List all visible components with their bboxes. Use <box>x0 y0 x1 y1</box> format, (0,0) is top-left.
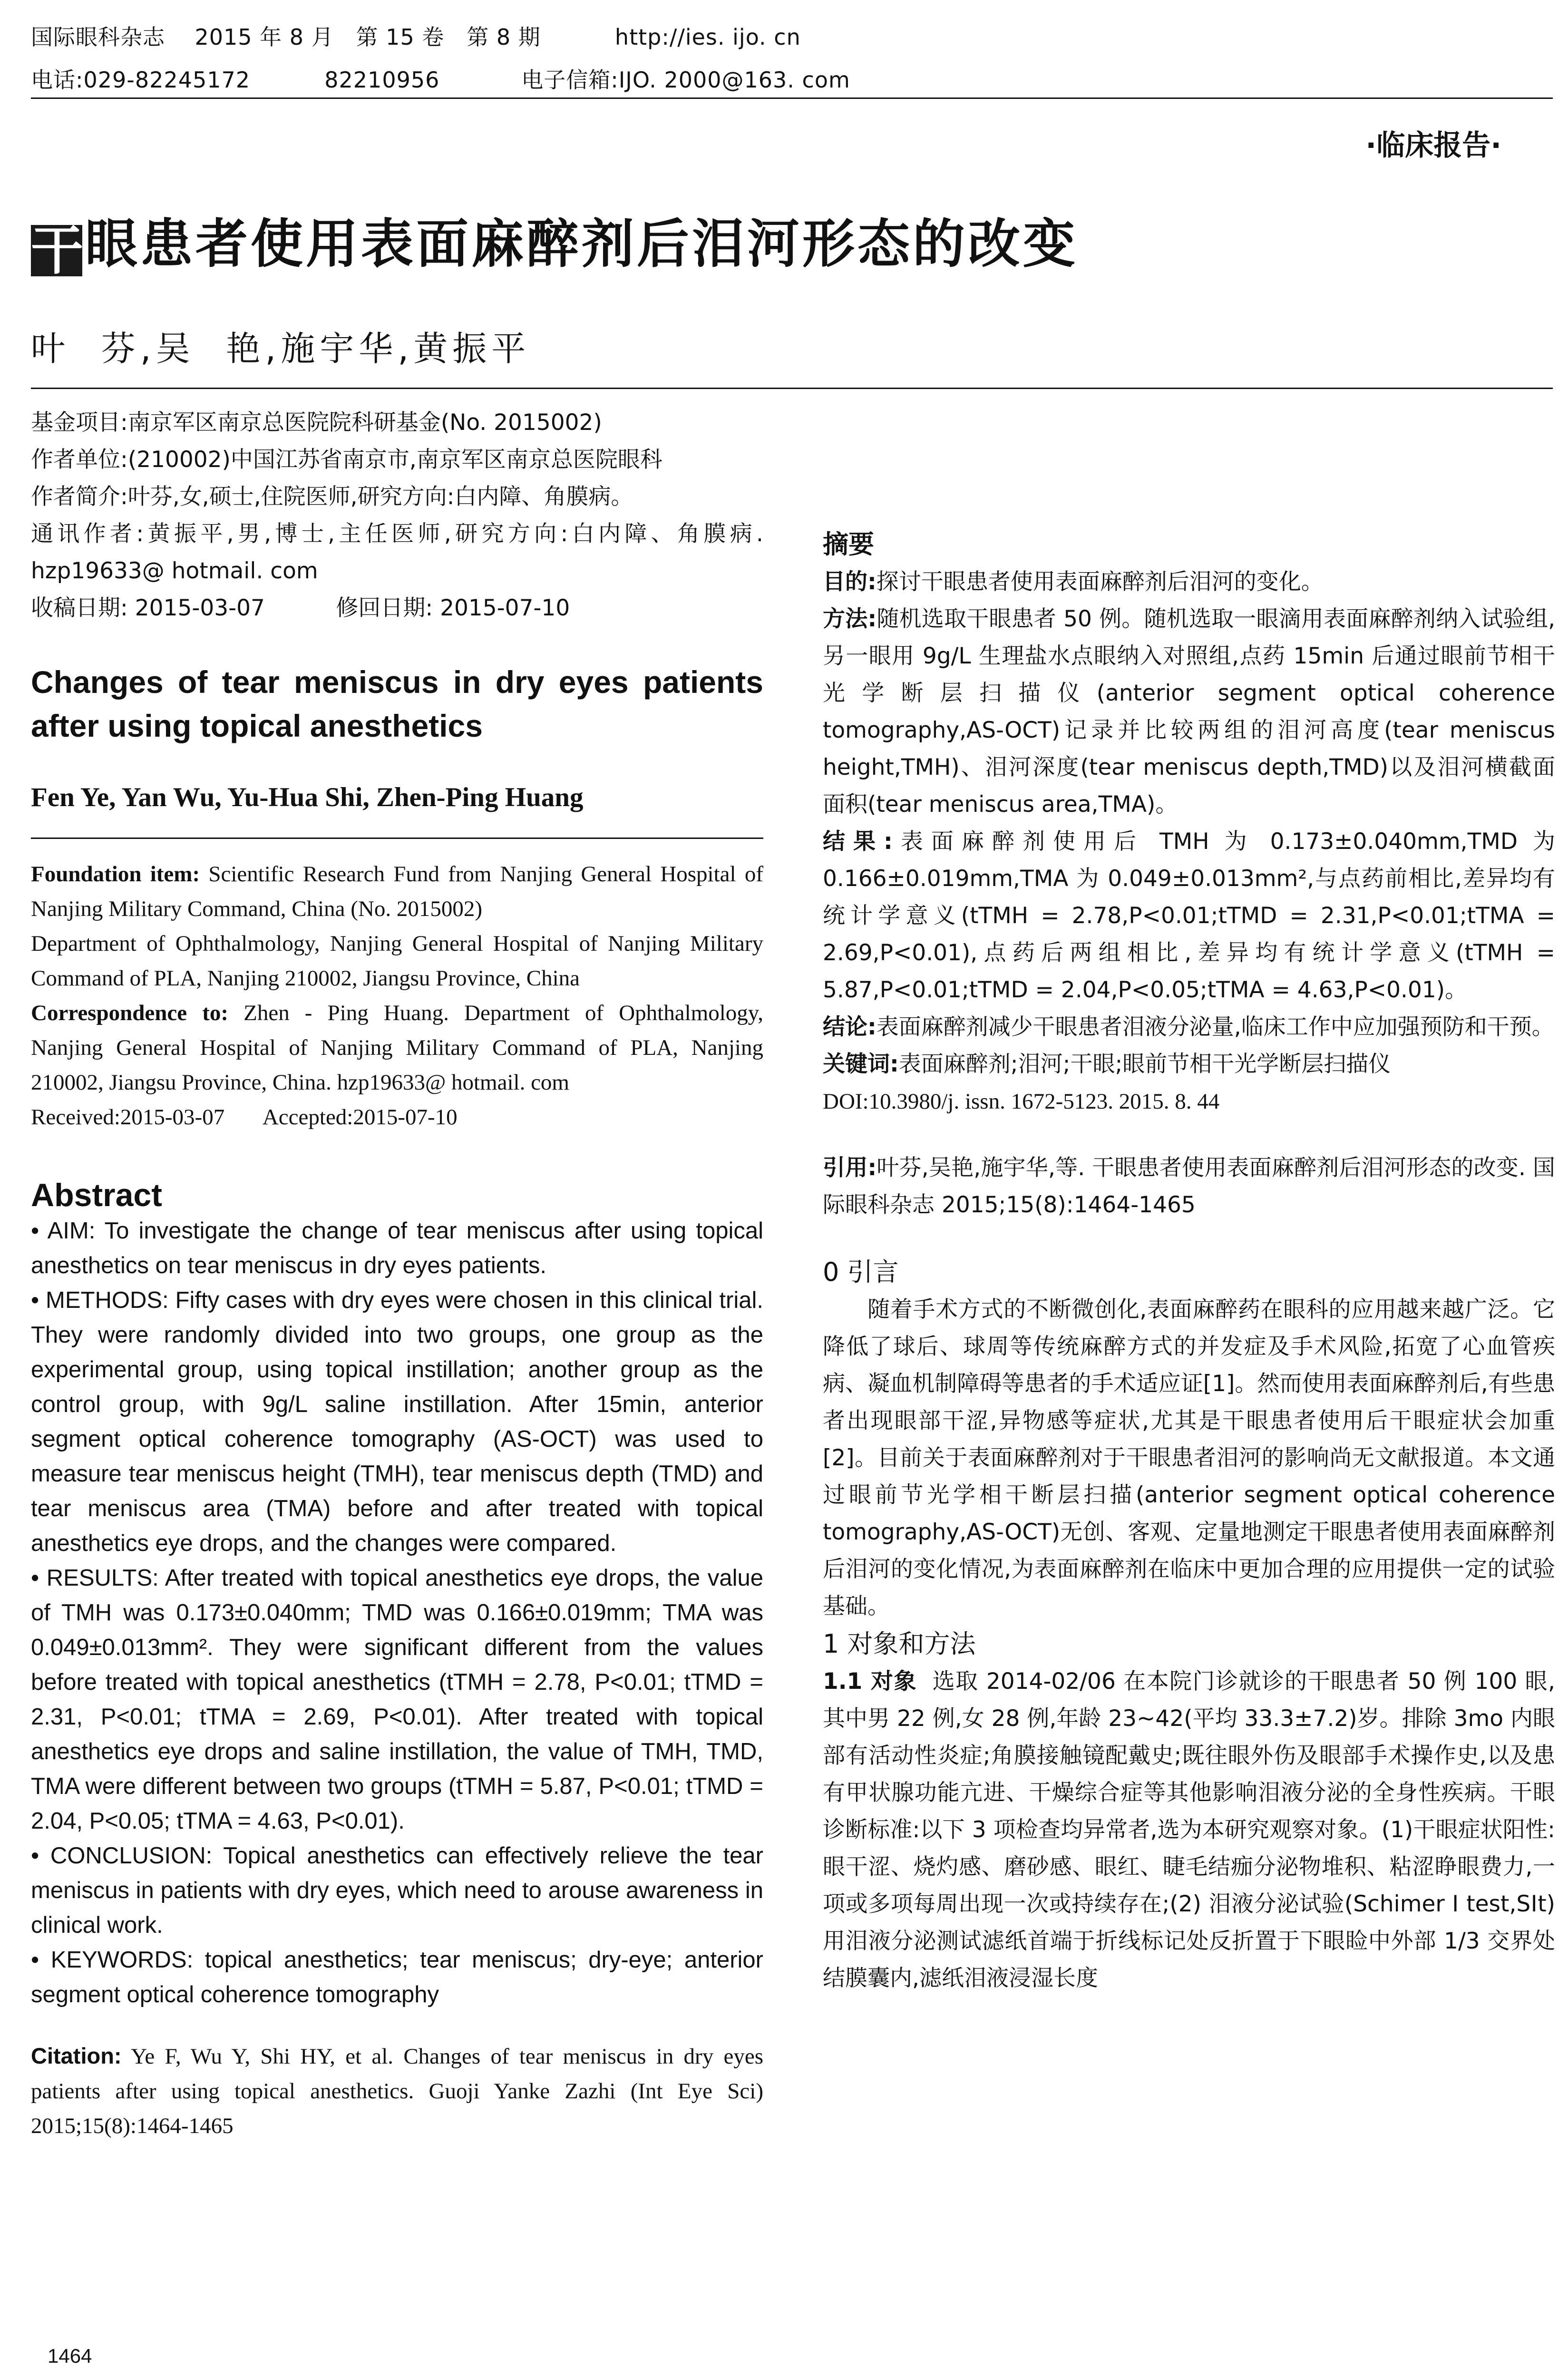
zh-keywords-label: 关键词: <box>823 1051 899 1077</box>
department: Department of Ophthalmology, Nanjing General Hospital of Nanjing Military Command of PLA, Nanjing 210002, Jiangsu Province, China <box>31 931 763 991</box>
citation-cn-text: 叶芬,吴艳,施宇华,等. 干眼患者使用表面麻醉剂后泪河形态的改变. 国际眼科杂志 2015;15(8):1464-1465 <box>823 1155 1556 1218</box>
meta-correspondence: 通讯作者:黄振平,男,博士,主任医师,研究方向:白内障、角膜病. hzp19633@ hotmail. com <box>31 521 763 584</box>
citation-en <box>31 2038 763 2143</box>
doi: DOI:10.3980/j. issn. 1672-5123. 2015. 8. 44 <box>823 1089 1220 1114</box>
intro-text: 随着手术方式的不断微创化,表面麻醉药在眼科的应用越来越广泛。它降低了球后、球周等传统麻醉方式的并发症及手术风险,拓宽了心血管疾病、凝血机制障碍等患者的手术适应证[1]。然而使用表面麻醉剂后,有些患者出现眼部干涩,异物感等症状,尤其是干眼患者使用后干眼症状会加重[2]。目前关于表面麻醉剂对于干眼患者泪河的影响尚无文献报道。本文通过眼前节光学相干断层扫描(anterior segment optical coherence tomography,AS-OCT)无创、客观、定量地测定干眼患者使用表面麻醉剂后泪河的变化情况,为表面麻醉剂在临床中更加合理的应用提供一定的试验基础。 <box>823 1296 1555 1619</box>
correspondence <box>31 996 763 1100</box>
authors-cn: 叶 芬,吴 艳,施宇华,黄振平 <box>31 329 531 369</box>
zh-abstract-heading: 摘要 <box>823 529 874 559</box>
section-tag: ·临床报告· <box>1365 129 1501 162</box>
citation-en-label: Citation: <box>31 2043 122 2068</box>
foundation-text: Scientific Research Fund from Nanjing General Hospital of Nanjing Military Command, China (No. 2015002) <box>31 862 763 921</box>
journal-header-line1: 国际眼科杂志 2015 年 8 月 第 15 卷 第 8 期 http://ies. ijo. cn <box>31 24 801 50</box>
left-column <box>31 404 763 2143</box>
foundation-label: Foundation item: <box>31 862 200 887</box>
citation-cn-label: 引用: <box>823 1155 877 1181</box>
correspondence-label: Correspondence to: <box>31 1001 229 1025</box>
citation-cn <box>823 1150 1555 1224</box>
title-rule <box>31 388 1553 389</box>
zh-aim-label: 目的: <box>823 569 877 595</box>
abstract-methods: • METHODS: Fifty cases with dry eyes were chosen in this clinical trial. They were randomly divided into two groups, one group as the experimental group, using topical instillation; another group as the control group, with 9g/L saline instillation. After 15min, anterior segment optical coherence tomography (AS-OCT) was used to measure tear meniscus height (TMH), tear meniscus depth (TMD) and tear meniscus area (TMA) before and after treated with topical anesthetics eye drops, and the changes were compared. <box>31 1287 763 1556</box>
zh-conclusion-text: 表面麻醉剂减少干眼患者泪液分泌量,临床工作中应加强预防和干预。 <box>876 1014 1554 1040</box>
abstract-keywords: • KEYWORDS: topical anesthetics; tear meniscus; dry-eye; anterior segment optical coherence tomography <box>31 1947 763 2007</box>
methods-heading: 1 对象和方法 <box>823 1629 976 1659</box>
page-number: 1464 <box>48 2345 92 2367</box>
meta-affiliation: 作者单位:(210002)中国江苏省南京市,南京军区南京总医院眼科 <box>31 447 662 473</box>
citation-en-text: Ye F, Wu Y, Shi HY, et al. Changes of tear meniscus in dry eyes patients after using topical anesthetics. Guoji Yanke Zazhi (Int Eye Sci) 2015;15(8):1464-1465 <box>31 2044 763 2138</box>
methods-sub-label: 1.1 对象 <box>823 1668 917 1695</box>
foundation-item <box>31 857 763 926</box>
methods-text: 选取 2014-02/06 在本院门诊就诊的干眼患者 50 例 100 眼,其中男 22 例,女 28 例,年龄 23~42(平均 33.3±7.2)岁。排除 3mo 内眼部有活动性炎症;角膜接触镜配戴史;既往眼外伤及眼部手术操作史,以及患有甲状腺功能亢进、干燥综合症等其他影响泪液分泌的全身性疾病。干眼诊断标准:以下 3 项检查均异常者,选为本研究观察对象。(1)干眼症状阳性:眼干涩、烧灼感、磨砂感、眼红、睫毛结痂分泌物堆积、粘涩睁眼费力,一项或多项每周出现一次或持续存在;(2) 泪液分泌试验(Schimer Ⅰ test,SⅠt)用泪液分泌测试滤纸首端于折线标记处反折置于下眼睑中外部 1/3 交界处结膜囊内,滤纸泪液浸湿长度 <box>823 1668 1555 1991</box>
meta-foundation: 基金项目:南京军区南京总医院院科研基金(No. 2015002) <box>31 409 602 436</box>
zh-method-text: 随机选取干眼患者 50 例。随机选取一眼滴用表面麻醉剂纳入试验组,另一眼用 9g/L 生理盐水点眼纳入对照组,点药 15min 后通过眼前节相干光学断层扫描仪(anterior segment optical coherence tomography,AS-OCT)记录并比较两组的泪河高度(tear meniscus height,TMH)、泪河深度(tear meniscus depth,TMD)以及泪河横截面面积(tear meniscus area,TMA)。 <box>823 606 1556 818</box>
abstract-results: • RESULTS: After treated with topical anesthetics eye drops, the value of TMH was 0.173±0.040mm; TMD was 0.166±0.019mm; TMA was 0.049±0.013mm². They were significant different from the values before treated with topical anesthetics (tTMH = 2.78, P<0.01; tTMD = 2.31, P<0.01; tTMA = 2.69, P<0.01). After treated with topical anesthetics eye drops and saline instillation, the value of TMH, TMD, TMA were different between two groups (tTMH = 5.87, P<0.01; tTMD = 2.04, P<0.05; tTMA = 4.63, P<0.01). <box>31 1565 763 1834</box>
zh-conclusion <box>823 1009 1555 1046</box>
zh-aim <box>823 564 1555 601</box>
zh-keywords-text: 表面麻醉剂;泪河;干眼;眼前节相干光学断层扫描仪 <box>898 1051 1391 1077</box>
intro-heading: 0 引言 <box>823 1257 899 1287</box>
abstract-heading: Abstract <box>31 1177 162 1213</box>
title-first-char: 干 <box>31 220 86 281</box>
zh-result-text: 表面麻醉剂使用后 TMH 为 0.173±0.040mm,TMD 为 0.166±0.019mm,TMA 为 0.049±0.013mm²,与点药前相比,差异均有统计学意义(tTMH = 2.78,P<0.01;tTMD = 2.31,P<0.01;tTMA = 2.69,P<0.01),点药后两组相比,差异均有统计学意义(tTMH = 5.87,P<0.01;tTMD = 2.04,P<0.05;tTMA = 4.63,P<0.01)。 <box>823 828 1556 1003</box>
zh-keywords <box>823 1046 1555 1083</box>
english-authors: Fen Ye, Yan Wu, Yu-Hua Shi, Zhen-Ping Huang <box>31 782 584 812</box>
abstract-aim: • AIM: To investigate the change of tear meniscus after using topical anesthetics on tear meniscus in dry eyes patients. <box>31 1218 763 1278</box>
right-column <box>823 404 1555 1997</box>
journal-header-line2: 电话:029-82245172 82210956 电子信箱:IJO. 2000@163. com <box>31 67 850 93</box>
title-rest: 眼患者使用表面麻醉剂后泪河形态的改变 <box>85 214 1078 274</box>
zh-result-label: 结果: <box>823 828 893 855</box>
meta-dates: 收稿日期: 2015-03-07 修回日期: 2015-07-10 <box>31 595 570 621</box>
header-rule <box>31 97 1553 99</box>
received-accepted: Received:2015-03-07 Accepted:2015-07-10 <box>31 1105 458 1130</box>
zh-conclusion-label: 结论: <box>823 1014 877 1040</box>
zh-method-label: 方法: <box>823 606 877 632</box>
correspondence-text: Zhen - Ping Huang. Department of Ophthalmology, Nanjing General Hospital of Nanjing Military Command of PLA, Nanjing 210002, Jiangsu Province, China. hzp19633@ hotmail. com <box>31 1001 763 1095</box>
article-title <box>31 202 1078 281</box>
zh-aim-text: 探讨干眼患者使用表面麻醉剂后泪河的变化。 <box>876 569 1324 595</box>
english-title: Changes of tear meniscus in dry eyes patients after using topical anesthetics <box>31 664 763 743</box>
zh-method <box>823 601 1555 823</box>
methods-subjects <box>823 1663 1555 1997</box>
meta-author-bio: 作者简介:叶芬,女,硕士,住院医师,研究方向:白内障、角膜病。 <box>31 484 633 510</box>
authors-rule <box>31 838 763 839</box>
zh-result <box>823 823 1555 1009</box>
abstract-conclusion: • CONCLUSION: Topical anesthetics can effectively relieve the tear meniscus in patients with dry eyes, which need to arouse awareness in clinical work. <box>31 1843 763 1938</box>
